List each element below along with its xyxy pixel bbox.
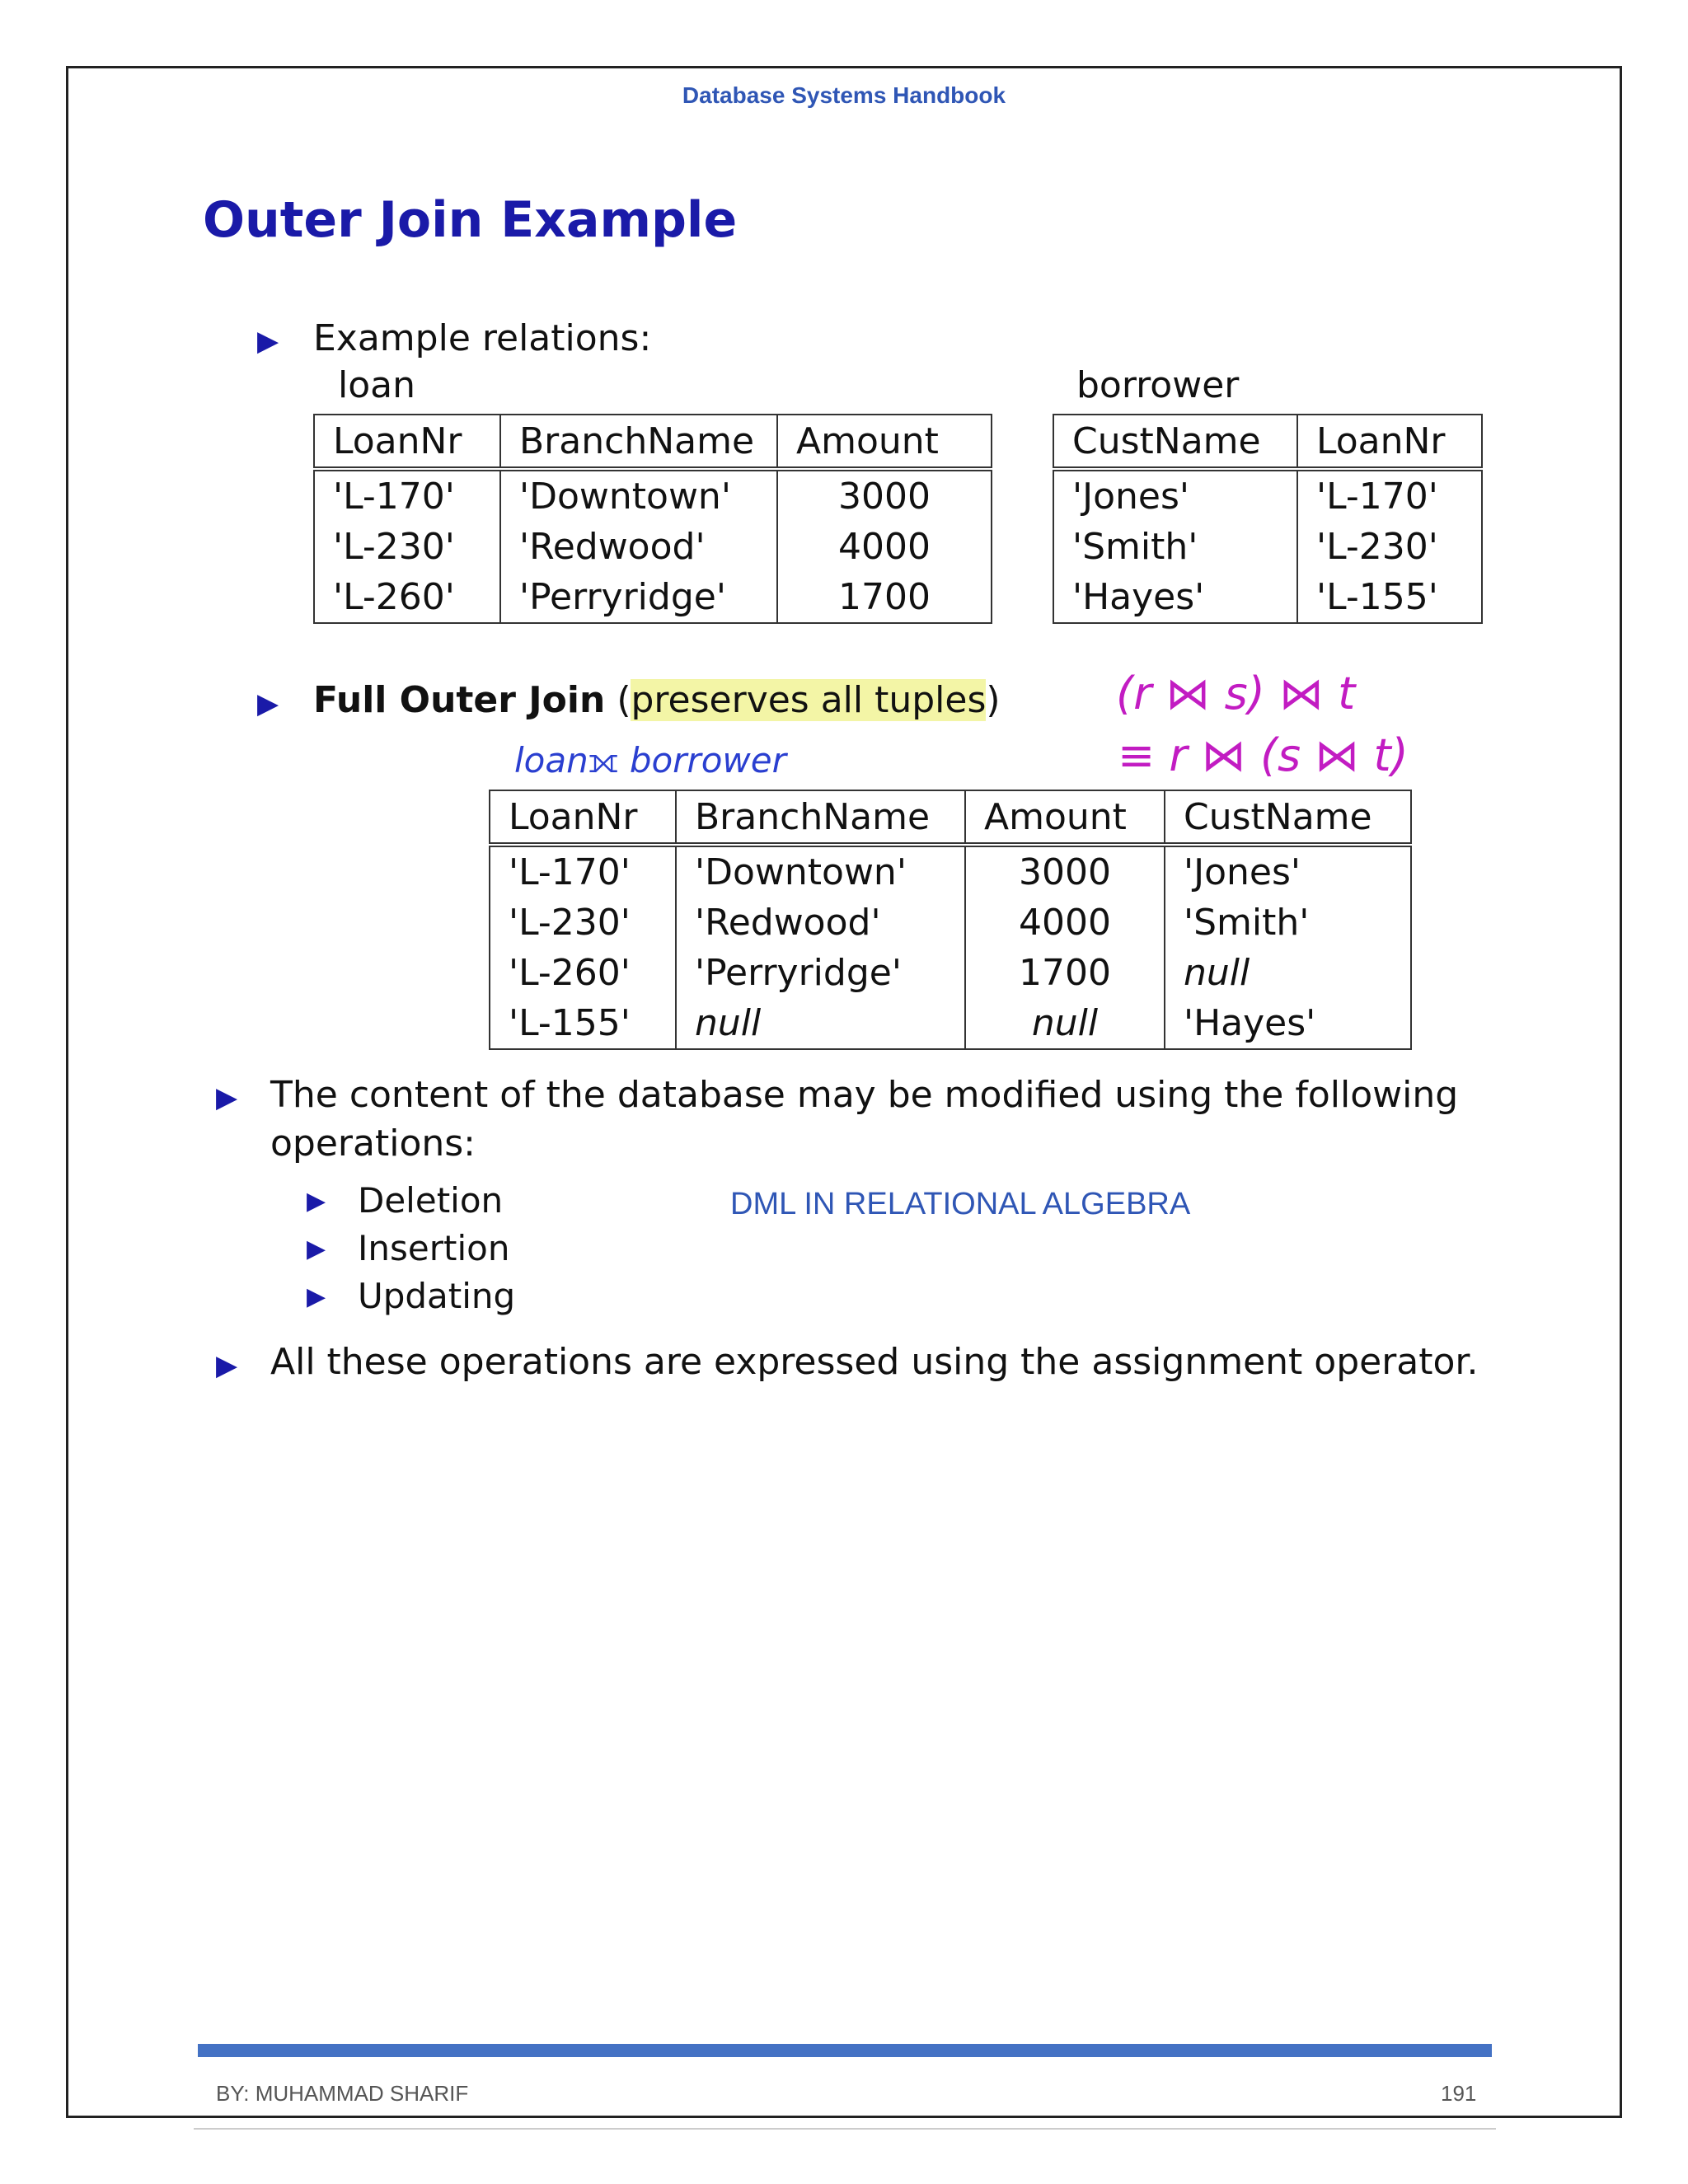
- table-cell: 'L-260': [314, 572, 500, 623]
- table-row: [314, 522, 992, 572]
- table-cell: 'Hayes': [1165, 998, 1411, 1049]
- bullet-triangle-icon: ▶: [307, 1235, 326, 1263]
- table-cell: 1700: [965, 948, 1165, 998]
- borrower-col-custname: CustName: [1053, 415, 1297, 469]
- table-cell: 'L-230': [314, 522, 500, 572]
- table-cell: 4000: [777, 522, 992, 572]
- table-cell-null: null: [676, 998, 965, 1049]
- table-row: [314, 469, 992, 522]
- dml-intro-line2: operations:: [270, 1122, 476, 1165]
- table-row: [490, 898, 1411, 948]
- table-cell: 'Perryridge': [676, 948, 965, 998]
- running-header: Database Systems Handbook: [682, 82, 1006, 108]
- table-cell: 'Jones': [1165, 845, 1411, 898]
- table-row: [1053, 572, 1482, 623]
- table-cell: 'L-170': [490, 845, 676, 898]
- table-cell: 'Hayes': [1053, 572, 1297, 623]
- loan-table-name: loan: [338, 364, 415, 406]
- bullet-triangle-icon: ▶: [307, 1187, 326, 1216]
- full-outer-join-label: Full Outer Join: [313, 679, 606, 721]
- handwritten-line-2: ≡ r ⋈ (s ⋈ t): [1118, 729, 1409, 781]
- table-cell: 'Redwood': [500, 522, 777, 572]
- result-col-custname: CustName: [1165, 790, 1411, 845]
- result-col-loannr: LoanNr: [490, 790, 676, 845]
- slide-title: Outer Join Example: [203, 191, 738, 249]
- table-cell: 'Redwood': [676, 898, 965, 948]
- table-cell: 'Downtown': [676, 845, 965, 898]
- result-col-branchname: BranchName: [676, 790, 965, 845]
- table-cell-null: null: [1165, 948, 1411, 998]
- table-cell: 'L-230': [490, 898, 676, 948]
- bullet-triangle-icon: ▶: [257, 325, 279, 358]
- bullet-triangle-icon: ▶: [216, 1349, 238, 1382]
- table-cell-null: null: [965, 998, 1165, 1049]
- table-row: [1053, 469, 1482, 522]
- table-cell: 'Downtown': [500, 469, 777, 522]
- table-cell: 'Smith': [1053, 522, 1297, 572]
- expr-right: borrower: [629, 740, 786, 780]
- highlighted-phrase: preserves all tuples: [631, 679, 987, 721]
- result-table: [489, 790, 1412, 1050]
- table-cell: 'L-155': [490, 998, 676, 1049]
- handwritten-note: [1104, 659, 1434, 783]
- table-row: [490, 845, 1411, 898]
- loan-col-branchname: BranchName: [500, 415, 777, 469]
- loan-col-loannr: LoanNr: [314, 415, 500, 469]
- page-number: 191: [1441, 2081, 1477, 2106]
- table-cell: 'L-170': [1297, 469, 1482, 522]
- table-cell: 'Jones': [1053, 469, 1297, 522]
- table-row: [490, 948, 1411, 998]
- result-col-amount: Amount: [965, 790, 1165, 845]
- dml-annotation: DML IN RELATIONAL ALGEBRA: [730, 1187, 1191, 1221]
- footer-bar: [198, 2044, 1492, 2057]
- table-row: [1053, 522, 1482, 572]
- full-outer-join-heading: [313, 679, 1001, 721]
- borrower-table-name: borrower: [1076, 364, 1240, 406]
- handwritten-line-1: (r ⋈ s) ⋈ t: [1116, 668, 1356, 719]
- closing-statement: All these operations are expressed using the assignment operator.: [270, 1341, 1479, 1383]
- bullet-triangle-icon: ▶: [307, 1282, 326, 1311]
- full-outer-join-operator-icon: ⟗: [588, 740, 619, 780]
- table-cell: 'Perryridge': [500, 572, 777, 623]
- table-row: [314, 572, 992, 623]
- borrower-table: [1053, 414, 1483, 624]
- bullet-triangle-icon: ▶: [216, 1081, 238, 1114]
- table-row: [490, 998, 1411, 1049]
- borrower-col-loannr: LoanNr: [1297, 415, 1482, 469]
- dml-intro-line1: The content of the database may be modified using the following: [270, 1074, 1459, 1116]
- paren-close: ): [986, 679, 1001, 721]
- table-cell: 'Smith': [1165, 898, 1411, 948]
- bullet-triangle-icon: ▶: [257, 687, 279, 720]
- table-cell: 'L-230': [1297, 522, 1482, 572]
- operation-item: Insertion: [358, 1228, 510, 1268]
- paren-open: (: [617, 679, 631, 721]
- table-cell: 4000: [965, 898, 1165, 948]
- table-cell: 'L-260': [490, 948, 676, 998]
- operation-item: Deletion: [358, 1180, 504, 1221]
- table-cell: 3000: [777, 469, 992, 522]
- join-expression: [514, 740, 786, 781]
- table-cell: 'L-170': [314, 469, 500, 522]
- footer-divider: [194, 2128, 1496, 2130]
- example-intro: Example relations:: [313, 317, 652, 359]
- expr-left: loan: [514, 740, 588, 780]
- table-cell: 1700: [777, 572, 992, 623]
- table-cell: 'L-155': [1297, 572, 1482, 623]
- loan-table: [313, 414, 992, 624]
- loan-col-amount: Amount: [777, 415, 992, 469]
- footer-author: BY: MUHAMMAD SHARIF: [216, 2081, 469, 2106]
- operation-item: Updating: [358, 1276, 516, 1316]
- table-cell: 3000: [965, 845, 1165, 898]
